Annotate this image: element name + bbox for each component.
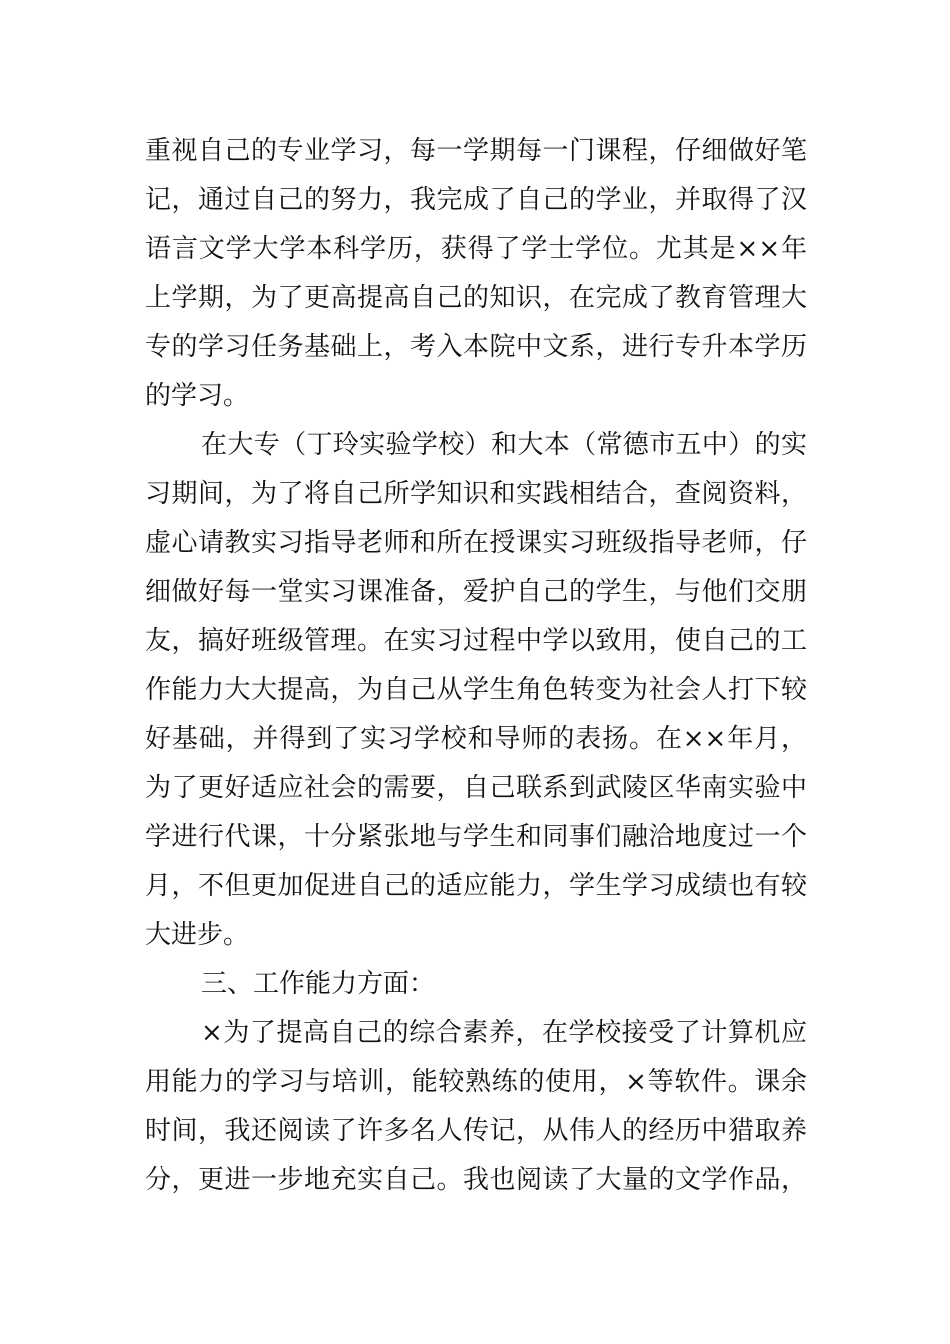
text-line: 上学期，为了更高提高自己的知识，在完成了教育管理大 [145, 283, 807, 313]
document-body [145, 127, 807, 1205]
paragraph [145, 1009, 807, 1205]
text-line: 虚心请教实习指导老师和所在授课实习班级指导老师，仔 [145, 528, 807, 558]
text-line: 分，更进一步地充实自己。我也阅读了大量的文学作品， [145, 1165, 807, 1195]
paragraph [145, 127, 807, 421]
text-line: 在大专（丁玲实验学校）和大本（常德市五中）的实 [201, 430, 807, 460]
text-line: 重视自己的专业学习，每一学期每一门课程，仔细做好笔 [145, 136, 807, 166]
text-line: 学进行代课，十分紧张地与学生和同事们融洽地度过一个 [145, 822, 807, 852]
text-line: 友，搞好班级管理。在实习过程中学以致用，使自己的工 [145, 626, 807, 656]
text-line: 为了更好适应社会的需要，自己联系到武陵区华南实验中 [145, 773, 807, 803]
text-line: 月，不但更加促进自己的适应能力，学生学习成绩也有较 [145, 871, 807, 901]
paragraph [145, 421, 807, 960]
text-line: 作能力大大提高，为自己从学生角色转变为社会人打下较 [145, 675, 807, 705]
text-line: 习期间，为了将自己所学知识和实践相结合，查阅资料， [145, 479, 807, 509]
text-line: 语言文学大学本科学历，获得了学士学位。尤其是××年 [145, 234, 807, 264]
text-line: 好基础，并得到了实习学校和导师的表扬。在××年月， [145, 724, 807, 754]
text-line: 大进步。 [145, 920, 250, 950]
text-line: 时间，我还阅读了许多名人传记，从伟人的经历中猎取养 [145, 1116, 807, 1146]
text-line: 专的学习任务基础上，考入本院中文系，进行专升本学历 [145, 332, 807, 362]
section-heading [145, 960, 807, 1009]
text-line: 的学习。 [145, 381, 250, 411]
heading-text: 三、工作能力方面： [201, 969, 436, 999]
text-line: 细做好每一堂实习课准备，爱护自己的学生，与他们交朋 [145, 577, 807, 607]
text-line: 记，通过自己的努力，我完成了自己的学业，并取得了汉 [145, 185, 807, 215]
text-line: 用能力的学习与培训，能较熟练的使用，×等软件。课余 [145, 1067, 807, 1097]
text-line: ×为了提高自己的综合素养，在学校接受了计算机应 [201, 1018, 807, 1048]
